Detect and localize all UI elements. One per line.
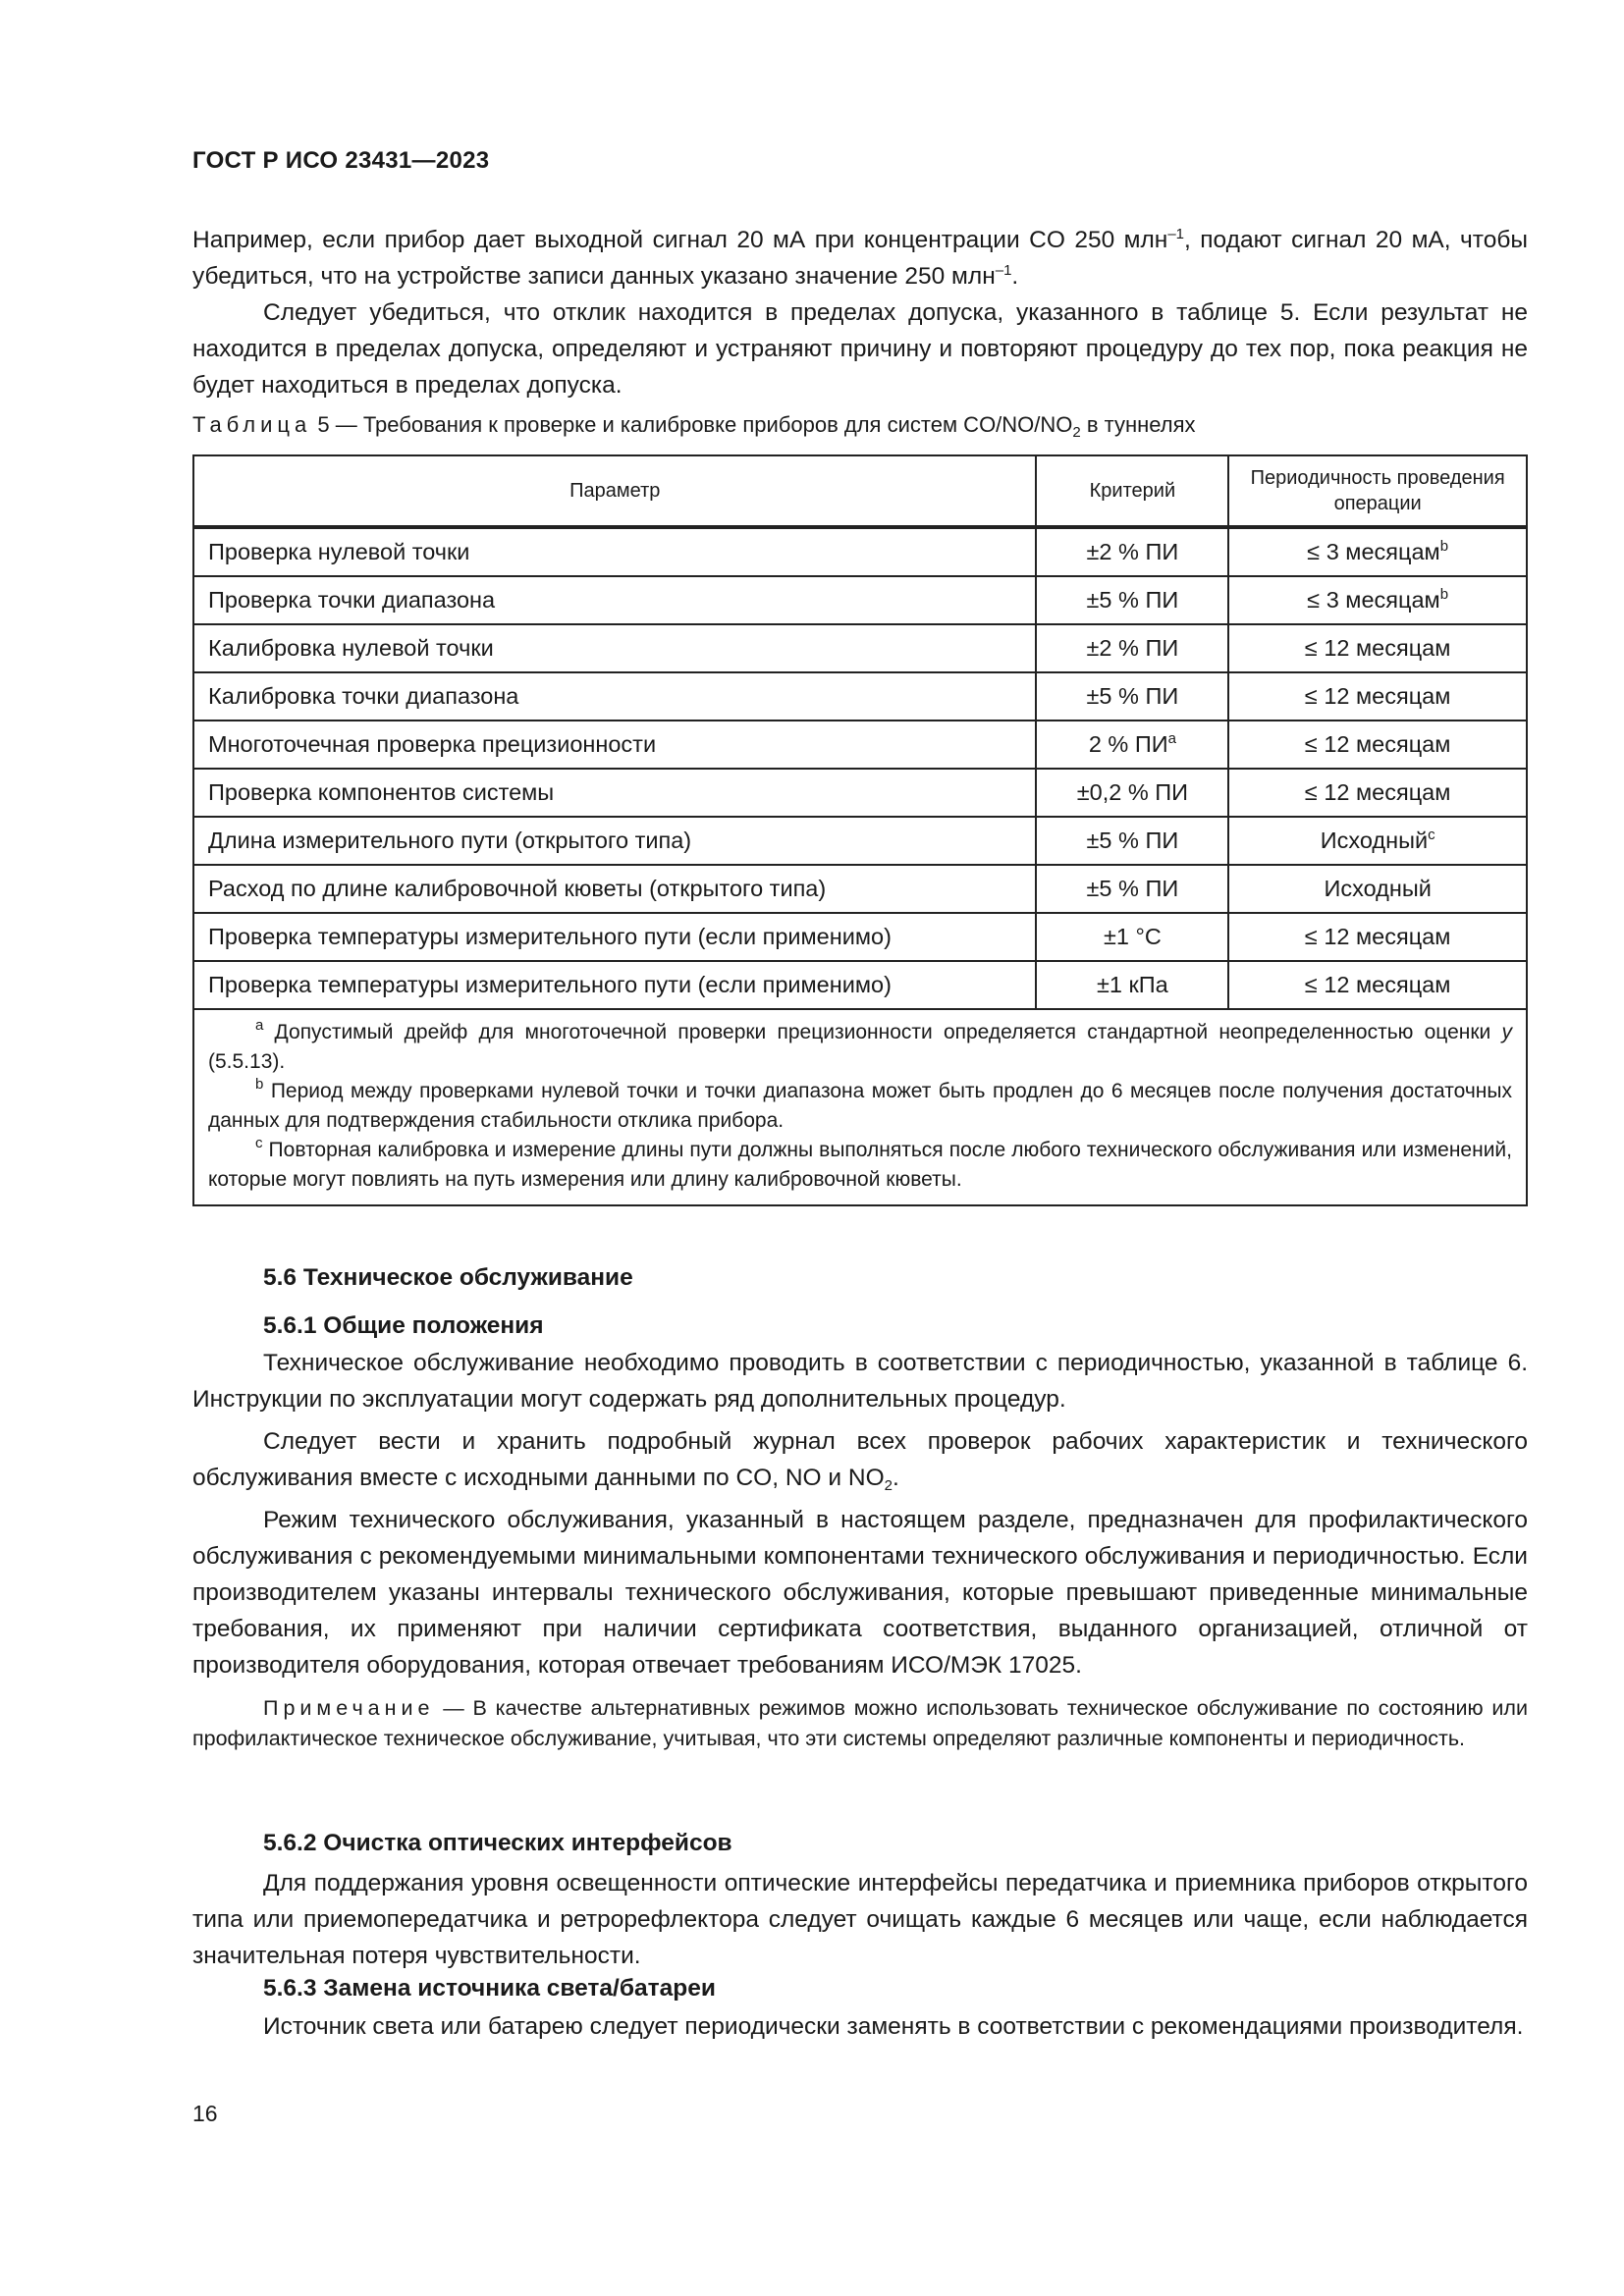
cell-text: Исходный	[1324, 876, 1432, 901]
cell-parameter	[193, 672, 1036, 721]
cell-period	[1228, 672, 1527, 721]
cell-period	[1228, 961, 1527, 1009]
table-row	[193, 624, 1527, 672]
cell-text: ±0,2 % ПИ	[1076, 779, 1189, 805]
document-header: ГОСТ Р ИСО 23431—2023	[192, 147, 490, 174]
section-heading-5-6-2: 5.6.2 Очистка оптических интерфейсов	[263, 1830, 732, 1856]
intro-p1-text-c: .	[1011, 263, 1019, 290]
table-caption-label: Таблица	[192, 412, 312, 437]
cell-parameter	[193, 527, 1036, 576]
table-footnote	[208, 1018, 1512, 1077]
cell-text: Проверка компонентов системы	[208, 779, 555, 805]
table-row	[193, 527, 1527, 576]
paragraph: Источник света или батарею следует периодически заменять в соответствии с рекомендациями производителя.	[263, 2013, 1524, 2040]
cell-text: ±5 % ПИ	[1086, 876, 1179, 901]
table-row	[193, 721, 1527, 769]
table-row	[193, 865, 1527, 913]
cell-text: 2 % ПИ	[1088, 731, 1168, 757]
paragraph: Режим технического обслуживания, указанный в настоящем разделе, предназначен для профилактического обслуживания с рекомендуемыми минимальными компонентами технического обслуживания и периодичностью. Если производителем указаны интервалы технического обслуживания, которые превышают приведенные минимальные требования, их применяют при наличии сертификата соответствия, выданного организацией, отличной от производителя оборудования, которая отвечает требованиям ИСО/МЭК 17025.	[192, 1507, 1528, 1679]
cell-text: Проверка температуры измерительного пути (если применимо)	[208, 924, 892, 949]
cell-parameter	[193, 576, 1036, 624]
table-row	[193, 961, 1527, 1009]
cell-criterion	[1036, 721, 1228, 769]
cell-period	[1228, 721, 1527, 769]
section-body-5-6-1	[192, 1345, 1528, 1760]
cell-text: Калибровка точки диапазона	[208, 683, 519, 709]
cell-text: ±5 % ПИ	[1086, 587, 1179, 613]
cell-text: Исходный	[1320, 828, 1429, 853]
note-label: Примечание	[263, 1696, 435, 1720]
footnote-text: Повторная калибровка и измерение длины пути должны выполняться после любого технического обслуживания или изменений, которые могут повлиять на путь измерения или длину калибровочной кюветы.	[208, 1139, 1512, 1191]
table-footnote	[208, 1077, 1512, 1136]
footnote-mark: c	[1428, 827, 1435, 843]
cell-text: Проверка нулевой точки	[208, 539, 470, 564]
cell-text: ≤ 12 месяцам	[1304, 779, 1451, 805]
cell-text: Калибровка нулевой точки	[208, 635, 494, 661]
column-header-criterion: Критерий	[1036, 455, 1228, 527]
footnote-mark: a	[255, 1017, 264, 1034]
cell-criterion	[1036, 817, 1228, 865]
cell-text: ±1 кПа	[1097, 972, 1168, 997]
cell-criterion	[1036, 527, 1228, 576]
table-caption-text-end: в туннелях	[1080, 412, 1196, 437]
table-row	[193, 913, 1527, 961]
cell-text: ±1 °C	[1103, 924, 1162, 949]
cell-period	[1228, 769, 1527, 817]
cell-parameter	[193, 769, 1036, 817]
cell-period	[1228, 817, 1527, 865]
cell-text: Длина измерительного пути (открытого типа)	[208, 828, 692, 853]
paragraph-text: Следует вести и хранить подробный журнал всех проверок рабочих характеристик и технического обслуживания вместе с исходными данными по CO, NO и NO	[192, 1428, 1528, 1491]
column-header-period: Периодичность проведения операции	[1228, 455, 1527, 527]
section-heading-5-6-1: 5.6.1 Общие положения	[263, 1312, 544, 1339]
table-row	[193, 672, 1527, 721]
cell-criterion	[1036, 961, 1228, 1009]
cell-parameter	[193, 961, 1036, 1009]
cell-parameter	[193, 817, 1036, 865]
paragraph-text-end: .	[892, 1465, 899, 1491]
cell-parameter	[193, 913, 1036, 961]
table-row	[193, 817, 1527, 865]
superscript: –1	[1167, 226, 1185, 242]
table-footnotes	[193, 1009, 1527, 1205]
table-footnote	[208, 1136, 1512, 1195]
cell-text: ±5 % ПИ	[1086, 683, 1179, 709]
footnote-mark: a	[1167, 730, 1176, 747]
column-header-parameter: Параметр	[193, 455, 1036, 527]
paragraph: Техническое обслуживание необходимо проводить в соответствии с периодичностью, указанной в таблице 6. Инструкции по эксплуатации могут содержать ряд дополнительных процедур.	[192, 1350, 1528, 1413]
cell-text: ±2 % ПИ	[1086, 539, 1179, 564]
table-caption	[192, 412, 1196, 441]
cell-text: Проверка точки диапазона	[208, 587, 496, 613]
section-heading-5-6: 5.6 Техническое обслуживание	[263, 1264, 633, 1291]
cell-period	[1228, 576, 1527, 624]
cell-text: ≤ 12 месяцам	[1304, 972, 1451, 997]
footnote-italic: y	[1501, 1021, 1512, 1043]
cell-text: ±2 % ПИ	[1086, 635, 1179, 661]
cell-text: Проверка температуры измерительного пути (если применимо)	[208, 972, 892, 997]
cell-criterion	[1036, 624, 1228, 672]
intro-paragraph-2: Следует убедиться, что отклик находится в пределах допуска, указанного в таблице 5. Если результат не находится в пределах допуска, определяют и устраняют причину и повторяют процедуру до тех пор, пока реакция не будет находиться в пределах допуска.	[192, 299, 1528, 399]
cell-text: ±5 % ПИ	[1086, 828, 1179, 853]
footnote-mark: b	[1439, 538, 1449, 555]
footnote-text: Период между проверками нулевой точки и точки диапазона может быть продлен до 6 месяцев после получения достаточных данных для подтверждения стабильности отклика прибора.	[208, 1080, 1512, 1132]
cell-criterion	[1036, 913, 1228, 961]
cell-text: ≤ 12 месяцам	[1304, 635, 1451, 661]
cell-text: ≤ 12 месяцам	[1304, 731, 1451, 757]
footnote-text-end: (5.5.13).	[208, 1050, 286, 1073]
table-row	[193, 769, 1527, 817]
cell-criterion	[1036, 769, 1228, 817]
intro-p1-text-b: , подают сигнал 20 мА, чтобы убедиться, что на устройстве записи данных указано значение 250 млн	[192, 227, 1528, 290]
cell-text: Многоточечная проверка прецизионности	[208, 731, 657, 757]
cell-criterion	[1036, 672, 1228, 721]
table-header-row	[193, 455, 1527, 527]
table-row	[193, 576, 1527, 624]
cell-parameter	[193, 624, 1036, 672]
footnote-mark: c	[255, 1135, 263, 1151]
cell-text: ≤ 3 месяцам	[1307, 539, 1440, 564]
paragraph: Для поддержания уровня освещенности оптические интерфейсы передатчика и приемника приборов открытого типа или приемопередатчика и ретрорефлектора следует очищать каждые 6 месяцев или чаще, если наблюдается значительная потеря чувствительности.	[192, 1870, 1528, 1969]
cell-text: ≤ 12 месяцам	[1304, 924, 1451, 949]
page-number: 16	[192, 2101, 218, 2126]
section-heading-5-6-3: 5.6.3 Замена источника света/батареи	[263, 1975, 716, 2002]
cell-text: Расход по длине калибровочной кюветы (открытого типа)	[208, 876, 827, 901]
requirements-table	[192, 454, 1528, 1206]
table-notes-row	[193, 1009, 1527, 1205]
section-body-5-6-3	[192, 2008, 1528, 2045]
cell-period	[1228, 624, 1527, 672]
cell-parameter	[193, 721, 1036, 769]
footnote-mark: b	[1439, 586, 1449, 603]
intro-paragraph-1	[192, 222, 1528, 294]
cell-criterion	[1036, 865, 1228, 913]
cell-period	[1228, 913, 1527, 961]
cell-text: ≤ 12 месяцам	[1304, 683, 1451, 709]
cell-criterion	[1036, 576, 1228, 624]
cell-period	[1228, 865, 1527, 913]
table-caption-text: 5 — Требования к проверке и калибровке приборов для систем CO/NO/NO	[311, 412, 1073, 437]
subscript: 2	[884, 1477, 893, 1494]
note	[192, 1693, 1528, 1754]
note-text: — В качестве альтернативных режимов можно использовать техническое обслуживание по состоянию или профилактическое техническое обслуживание, учитывая, что эти системы определяют различные компоненты и периодичность.	[192, 1696, 1528, 1750]
cell-parameter	[193, 865, 1036, 913]
footnote-mark: b	[255, 1076, 264, 1093]
superscript: –1	[995, 262, 1012, 279]
footnote-text: Допустимый дрейф для многоточечной проверки прецизионности определяется стандартной неопределенностью оценки	[263, 1021, 1502, 1043]
paragraph	[192, 1423, 1528, 1496]
subscript: 2	[1072, 424, 1081, 441]
cell-text: ≤ 3 месяцам	[1307, 587, 1440, 613]
section-body-5-6-2	[192, 1865, 1528, 1974]
intro-p1-text-a: Например, если прибор дает выходной сигнал 20 мА при концентрации CO 250 млн	[192, 227, 1168, 253]
cell-period	[1228, 527, 1527, 576]
